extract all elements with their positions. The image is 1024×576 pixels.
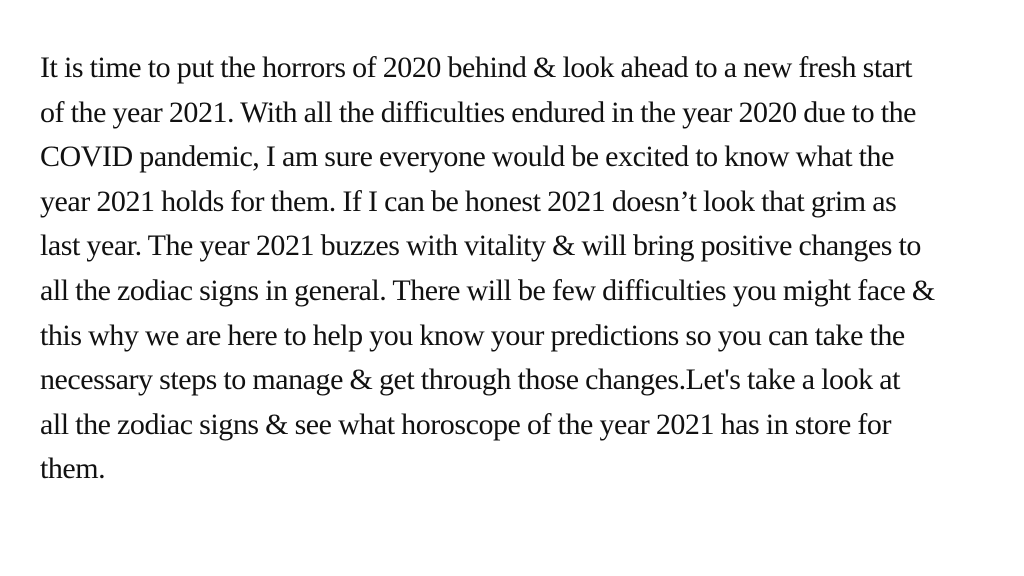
- paragraph-line: necessary steps to manage & get through those changes.Let's take a look at: [40, 363, 900, 397]
- article-paragraph: [40, 46, 994, 492]
- paragraph-line: year 2021 holds for them. If I can be honest 2021 doesn’t look that grim as: [40, 184, 897, 218]
- paragraph-line: all the zodiac signs & see what horoscope of the year 2021 has in store for: [40, 407, 891, 441]
- paragraph-line: It is time to put the horrors of 2020 behind & look ahead to a new fresh start: [40, 51, 913, 84]
- paragraph-line: last year. The year 2021 buzzes with vitality & will bring positive changes to: [40, 229, 921, 263]
- paragraph-line: all the zodiac signs in general. There will be few difficulties you might face &: [40, 273, 935, 307]
- paragraph-line: this why we are here to help you know your predictions so you can take the: [40, 318, 905, 352]
- paragraph-line: COVID pandemic, I am sure everyone would be excited to know what the: [40, 140, 894, 174]
- paragraph-line: them.: [40, 452, 106, 486]
- paragraph-line: of the year 2021. With all the difficulties endured in the year 2020 due to the: [40, 95, 917, 129]
